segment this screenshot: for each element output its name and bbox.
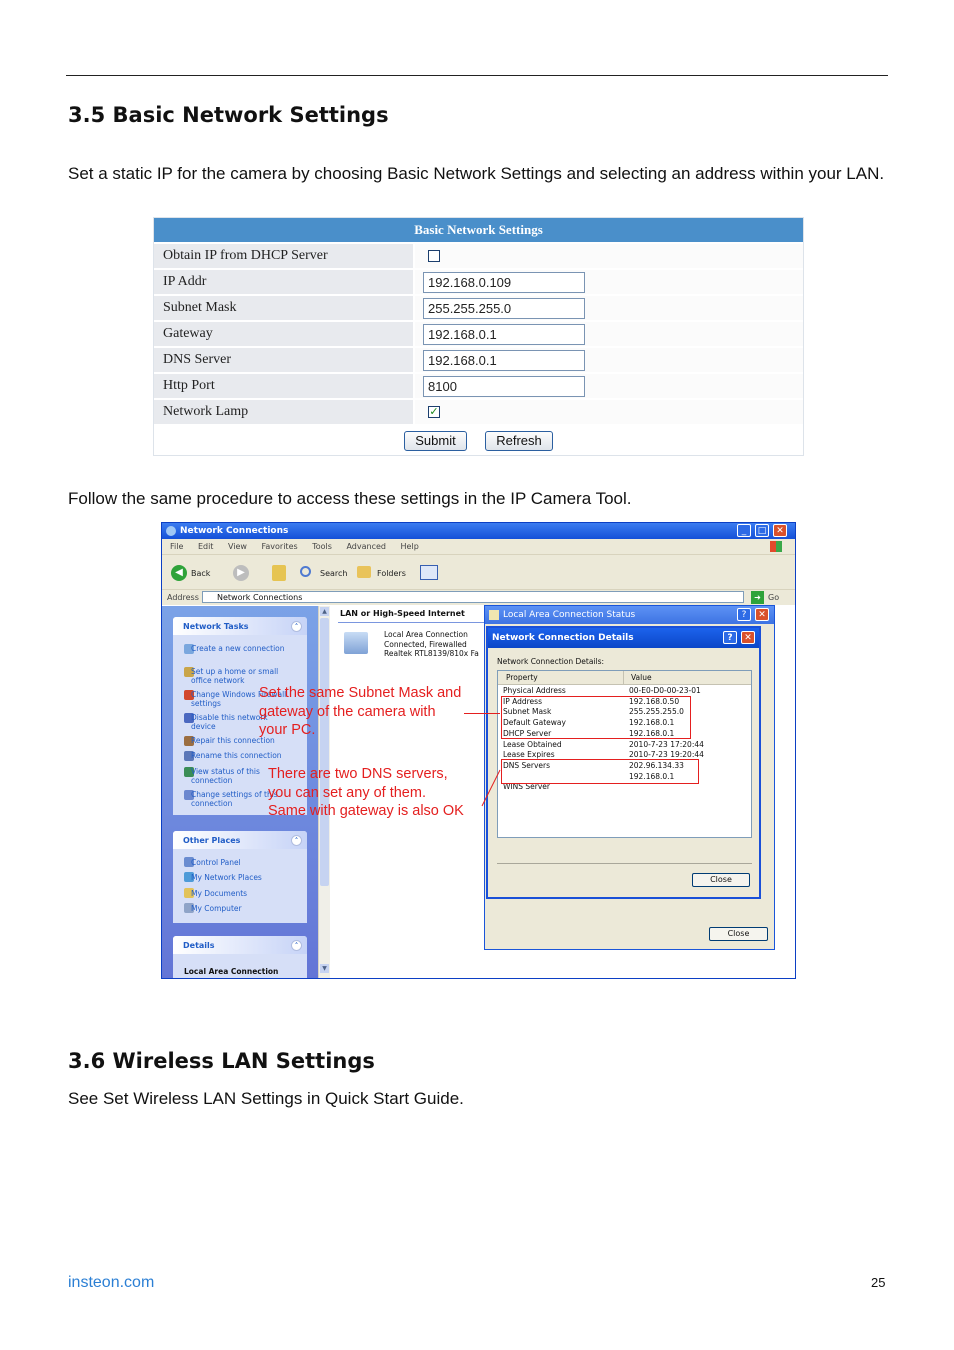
- task-repair[interactable]: Repair this connection: [191, 736, 275, 745]
- menu-advanced[interactable]: Advanced: [346, 542, 386, 551]
- views-icon[interactable]: [420, 565, 438, 580]
- subnet-input[interactable]: 255.255.255.0: [423, 298, 585, 319]
- row-http-port: [154, 373, 803, 399]
- task-create-connection[interactable]: Create a new connection: [191, 644, 285, 653]
- row-ip: [154, 269, 803, 295]
- details-close-button[interactable]: Close: [692, 873, 750, 887]
- address-label: Address: [167, 593, 199, 602]
- task-view-status[interactable]: View status of this connection: [191, 767, 260, 785]
- dns-input[interactable]: 192.168.0.1: [423, 350, 585, 371]
- forward-arrow-icon[interactable]: ▶: [233, 565, 249, 581]
- footer-link[interactable]: insteon.com: [68, 1274, 155, 1291]
- group-header: LAN or High-Speed Internet: [340, 609, 465, 618]
- row-network-lamp: [154, 399, 803, 425]
- connection-details-dialog: [486, 626, 761, 899]
- folders-button[interactable]: Folders: [377, 569, 406, 578]
- col-property[interactable]: Property: [506, 673, 538, 682]
- maximize-icon[interactable]: □: [755, 524, 769, 537]
- details-dialog-title: Network Connection Details: [492, 633, 634, 643]
- address-input[interactable]: Network Connections: [202, 591, 744, 603]
- help-icon[interactable]: ?: [737, 608, 751, 621]
- basic-network-settings-form: [153, 217, 804, 456]
- http-port-label: Http Port: [154, 374, 413, 398]
- details-dialog-titlebar: [488, 628, 759, 648]
- network-icon: [489, 610, 499, 620]
- go-button[interactable]: Go: [768, 593, 780, 602]
- intro-paragraph: Set a static IP for the camera by choosing Basic Network Settings and selecting an address within your LAN.: [68, 164, 885, 183]
- group-divider: [338, 622, 488, 623]
- table-row: IP Address 192.168.0.50: [503, 696, 680, 706]
- top-rule: [66, 75, 888, 76]
- listview-header: [498, 671, 751, 685]
- close-icon[interactable]: ✕: [741, 631, 755, 644]
- place-my-documents[interactable]: My Documents: [191, 889, 248, 898]
- annotation-connector-arrow: [480, 768, 502, 808]
- table-row: 192.168.0.1: [629, 771, 675, 781]
- ip-highlight-box: [501, 696, 691, 739]
- network-icon: [166, 526, 176, 536]
- menu-tools[interactable]: Tools: [312, 542, 332, 551]
- collapse-icon[interactable]: ˄: [291, 835, 302, 846]
- table-row: DNS Servers 202.96.134.33: [503, 760, 684, 770]
- wireless-paragraph: See Set Wireless LAN Settings in Quick Start Guide.: [68, 1089, 464, 1108]
- refresh-button[interactable]: Refresh: [485, 431, 553, 451]
- network-lamp-label: Network Lamp: [154, 400, 413, 424]
- dns-label: DNS Server: [154, 348, 413, 372]
- close-icon[interactable]: ✕: [755, 608, 769, 621]
- row-subnet: [154, 295, 803, 321]
- table-row: WINS Server: [503, 782, 550, 792]
- network-connections-window: [161, 522, 796, 979]
- row-dns: [154, 347, 803, 373]
- task-home-network[interactable]: Set up a home or small office network: [191, 667, 279, 685]
- annotation-connector-line: [464, 713, 500, 714]
- up-folder-icon[interactable]: [272, 565, 286, 581]
- table-row: Subnet Mask 255.255.255.0: [503, 707, 684, 717]
- details-caption: Network Connection Details:: [497, 657, 605, 666]
- ip-input[interactable]: 192.168.0.109: [423, 272, 585, 293]
- menu-favorites[interactable]: Favorites: [261, 542, 298, 551]
- row-dhcp: [154, 243, 803, 269]
- col-divider: [623, 671, 624, 684]
- network-lamp-checkbox[interactable]: ✓: [429, 405, 439, 418]
- gateway-input[interactable]: 192.168.0.1: [423, 324, 585, 345]
- menu-help[interactable]: Help: [400, 542, 419, 551]
- minimize-icon[interactable]: _: [737, 524, 751, 537]
- submit-button[interactable]: Submit: [404, 431, 467, 451]
- details-box: [173, 936, 307, 979]
- status-dialog-title: Local Area Connection Status: [503, 610, 636, 620]
- annotation-subnet-gateway: Set the same Subnet Mask and gateway of the camera with your PC.: [259, 685, 462, 738]
- scroll-thumb[interactable]: [320, 618, 329, 886]
- table-row: Lease Obtained 2010-7-23 17:20:44: [503, 739, 704, 749]
- page-number: 25: [871, 1275, 886, 1290]
- col-value[interactable]: Value: [631, 673, 652, 682]
- scroll-up-icon[interactable]: ▲: [320, 607, 329, 616]
- collapse-icon[interactable]: ˄: [291, 940, 302, 951]
- place-my-computer[interactable]: My Computer: [191, 904, 242, 913]
- connection-status: Connected, Firewalled: [384, 639, 467, 649]
- menu-file[interactable]: File: [170, 542, 184, 551]
- window-titlebar: [162, 523, 795, 539]
- go-arrow-icon[interactable]: ➜: [751, 591, 764, 604]
- back-button[interactable]: Back: [191, 569, 211, 578]
- annotation-dns: There are two DNS servers, you can set any of them. Same with gateway is also OK: [268, 766, 464, 819]
- table-row: DHCP Server 192.168.0.1: [503, 728, 675, 738]
- address-bar: [162, 590, 795, 605]
- gateway-label: Gateway: [154, 322, 413, 346]
- scroll-down-icon[interactable]: ▼: [320, 964, 329, 973]
- dialog-divider: [497, 863, 752, 864]
- subnet-label: Subnet Mask: [154, 296, 413, 320]
- place-control-panel[interactable]: Control Panel: [191, 858, 241, 867]
- connection-device: Realtek RTL8139/810x Fa: [384, 649, 479, 658]
- other-places-title[interactable]: Other Places ˄: [173, 831, 307, 849]
- help-icon[interactable]: ?: [723, 631, 737, 644]
- table-row: Default Gateway 192.168.0.1: [503, 718, 675, 728]
- form-title: Basic Network Settings: [154, 218, 803, 242]
- network-tasks-title[interactable]: Network Tasks ˄: [173, 617, 307, 635]
- dhcp-label: Obtain IP from DHCP Server: [154, 244, 413, 268]
- search-button[interactable]: Search: [320, 569, 348, 578]
- details-title[interactable]: Details ˄: [173, 936, 307, 954]
- http-port-input[interactable]: 8100: [423, 376, 585, 397]
- menu-view[interactable]: View: [227, 542, 247, 551]
- status-dialog-titlebar: [485, 606, 774, 624]
- section-heading-basic-network: 3.5 Basic Network Settings: [68, 103, 389, 127]
- window-title: Network Connections: [180, 526, 289, 536]
- ip-label: IP Addr: [154, 270, 413, 294]
- windows-logo-icon: [770, 541, 782, 552]
- menu-bar: [162, 539, 795, 555]
- search-icon[interactable]: [300, 566, 311, 577]
- folders-icon[interactable]: [357, 566, 371, 578]
- task-disable-device[interactable]: Disable this network device: [191, 713, 268, 731]
- follow-paragraph: Follow the same procedure to access these settings in the IP Camera Tool.: [68, 489, 632, 508]
- dns-highlight-box: [501, 759, 699, 784]
- menu-edit[interactable]: Edit: [197, 542, 214, 551]
- dhcp-checkbox[interactable]: [428, 250, 440, 262]
- place-network-places[interactable]: My Network Places: [191, 873, 262, 882]
- status-close-button[interactable]: Close: [709, 927, 768, 941]
- task-rename[interactable]: Rename this connection: [191, 751, 282, 760]
- collapse-icon[interactable]: ˄: [291, 621, 302, 632]
- section-heading-wireless: 3.6 Wireless LAN Settings: [68, 1049, 375, 1073]
- connection-details[interactable]: [384, 630, 479, 659]
- task-change-settings[interactable]: Change settings of this connection: [191, 790, 278, 808]
- lan-connection-icon[interactable]: [344, 632, 368, 654]
- toolbar: [162, 555, 795, 590]
- table-row: Physical Address 00-E0-D0-00-23-01: [503, 686, 701, 695]
- task-firewall[interactable]: Change Windows Firewall settings: [191, 690, 287, 708]
- other-places-box: [173, 831, 307, 923]
- row-gateway: [154, 321, 803, 347]
- connection-name: Local Area Connection: [384, 630, 468, 639]
- back-arrow-icon[interactable]: ◀: [171, 565, 187, 581]
- close-icon[interactable]: ✕: [773, 524, 787, 537]
- table-row: Lease Expires 2010-7-23 19:20:44: [503, 750, 704, 760]
- details-listview[interactable]: [497, 670, 752, 838]
- details-connection-name: Local Area Connection: [184, 967, 279, 976]
